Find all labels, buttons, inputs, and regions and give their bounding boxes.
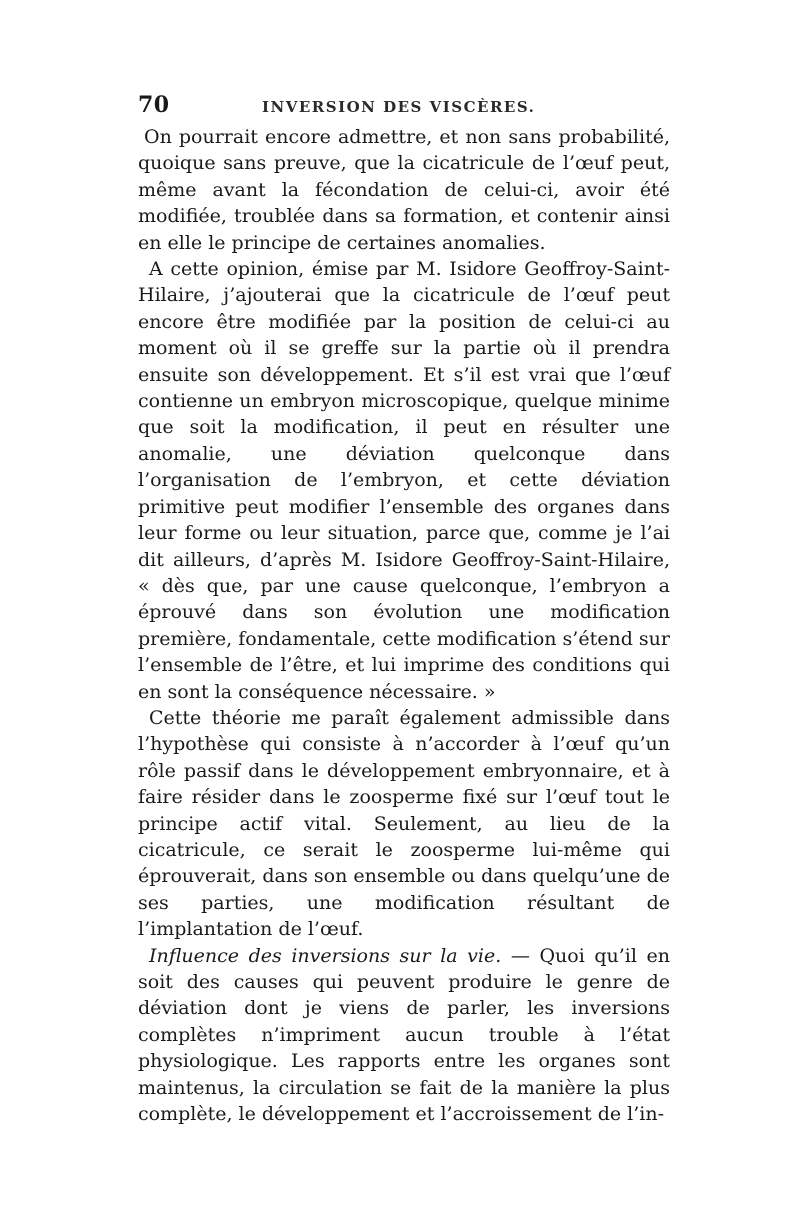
running-header — [138, 92, 670, 124]
body-text — [138, 124, 670, 1127]
paragraph-4 — [138, 943, 670, 1128]
page-number: 70 — [138, 92, 170, 118]
section-heading-italic: Influence des inversions sur la vie. — [149, 944, 502, 967]
running-title: INVERSION DES VISCÈRES. — [262, 98, 536, 116]
paragraph-2: A cette opinion, émise par M. Isidore Geoffroy-Saint-Hilaire, j’ajouterai que la cicatricule de l’œuf peut encore être modifiée par la position de celui-ci au moment où il se greffe sur la partie où il prendra ensuite son développement. Et s’il est vrai que l’œuf contienne un embryon microscopique, quelque minime que soit la modification, il peut en résulter une anomalie, une déviation quelconque dans l’organisation de l’embryon, et cette déviation primitive peut modifier l’ensemble des organes dans leur forme ou leur situation, parce que, comme je l’ai dit ailleurs, d’après M. Isidore Geoffroy-Saint-Hilaire, « dès que, par une cause quelconque, l’embryon a éprouvé dans son évolution une modification première, fondamentale, cette modification s’étend sur l’ensemble de l’être, et lui imprime des conditions qui en sont la conséquence nécessaire. » — [138, 258, 670, 703]
paragraph-1: On pourrait encore admettre, et non sans probabilité, quoique sans preuve, que la cicatricule de l’œuf peut, même avant la fécondation de celui-ci, avoir été modifiée, troublée dans sa formation, et contenir ainsi en elle le principe de certaines anomalies. — [138, 126, 670, 254]
book-page — [138, 92, 670, 1127]
paragraph-4-text: — Quoi qu’il en soit des causes qui peuvent produire le genre de déviation dont je viens de parler, les inversions complètes n’impriment aucun trouble à l’état physiologique. Les rapports entre les organes sont maintenus, la circulation se fait de la manière la plus complète, le développement et l’accroissement de l’in- — [138, 944, 671, 1126]
paragraph-3: Cette théorie me paraît également admissible dans l’hypothèse qui consiste à n’accorder à l’œuf qu’un rôle passif dans le développement embryonnaire, et à faire résider dans le zoosperme fixé sur l’œuf tout le principe actif vital. Seulement, au lieu de la cicatricule, ce serait le zoosperme lui-même qui éprouverait, dans son ensemble ou dans quelqu’une de ses parties, une modification résultant de l’implantation de l’œuf. — [138, 706, 670, 941]
